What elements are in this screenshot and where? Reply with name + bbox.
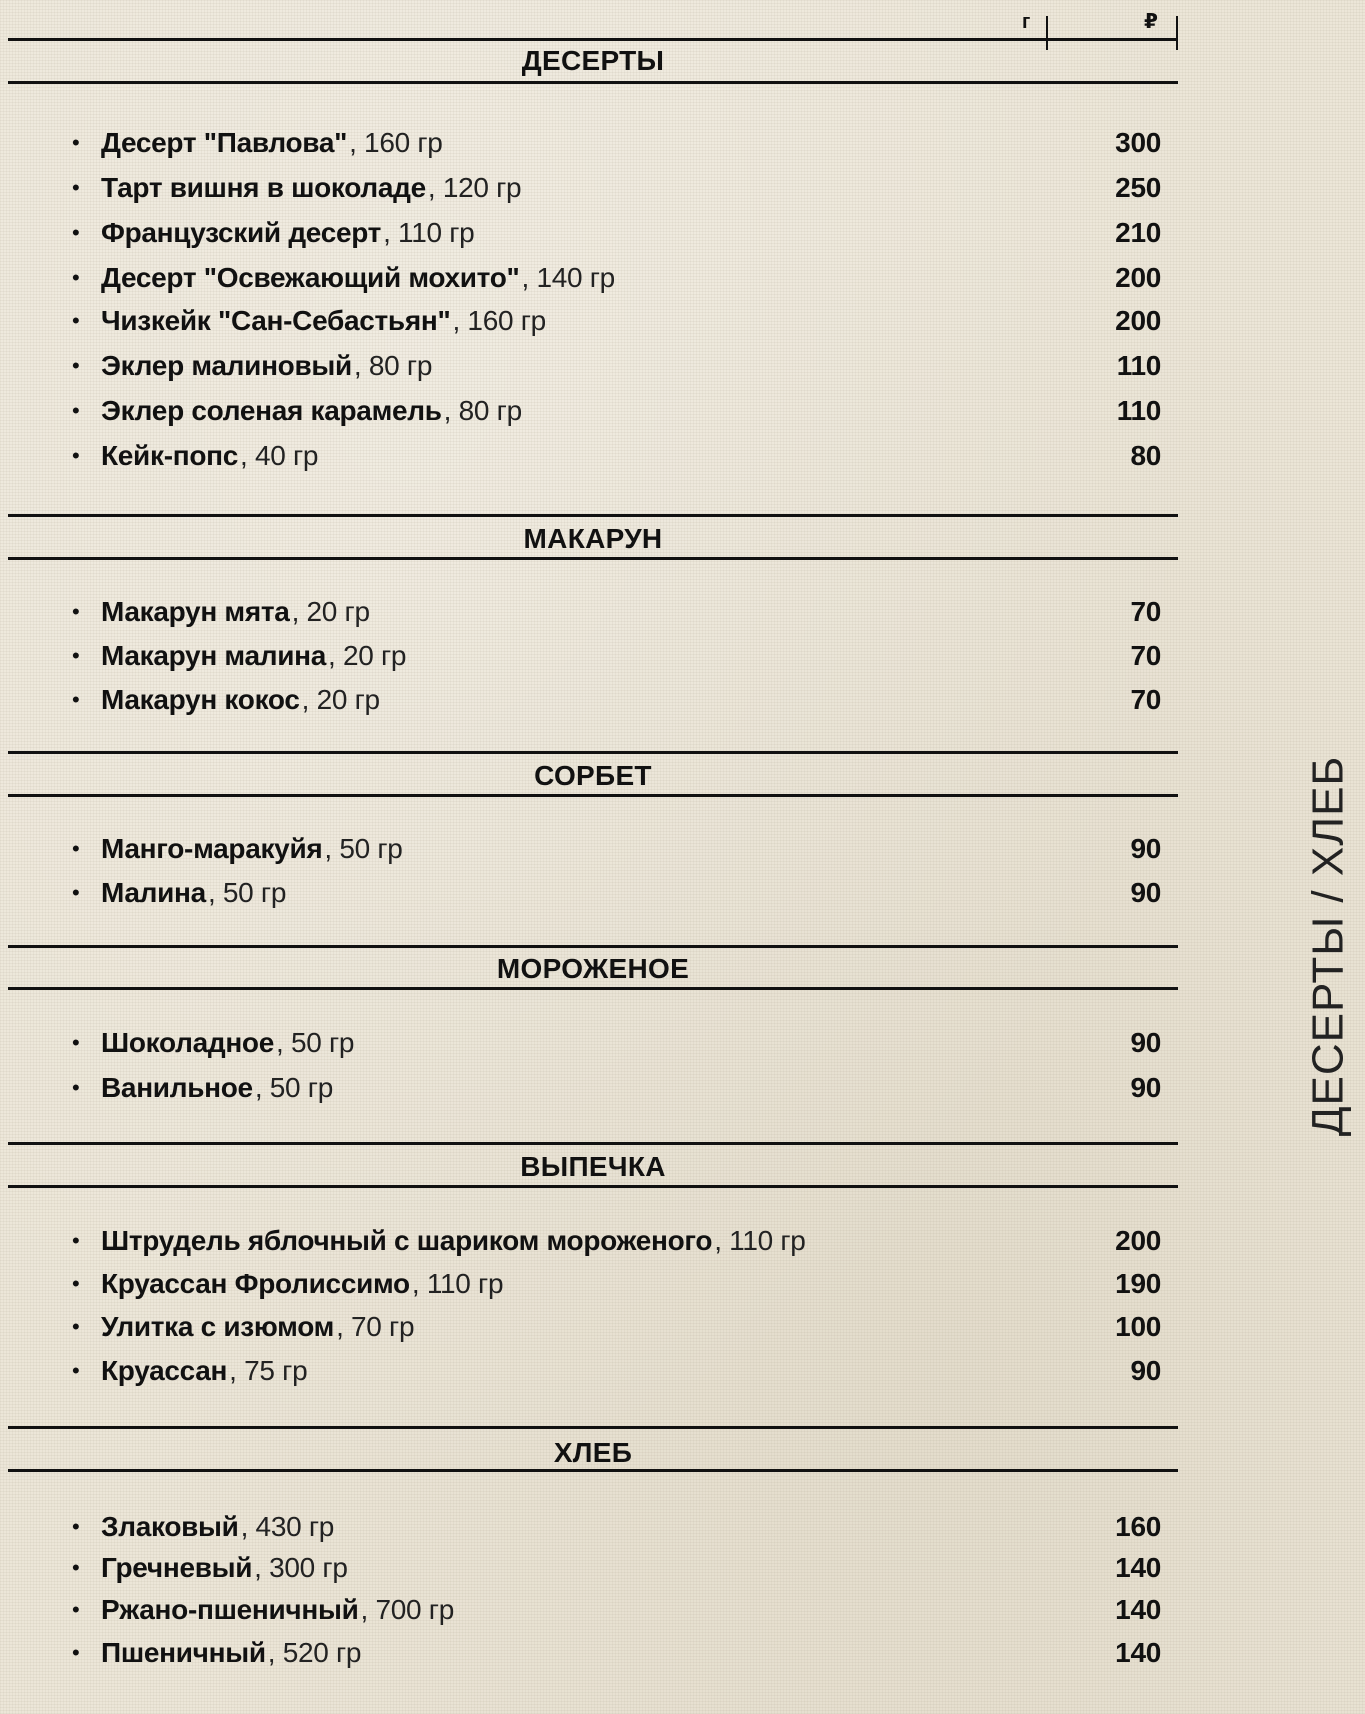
item-weight: , 20 гр: [291, 596, 370, 627]
bullet-icon: •: [72, 643, 80, 668]
menu-item: [60, 169, 1161, 207]
menu-item: [60, 1024, 1161, 1062]
item-weight: , 520 гр: [267, 1637, 362, 1668]
item-price: 210: [1115, 217, 1161, 248]
item-weight: , 300 гр: [254, 1552, 348, 1583]
item-name: Штрудель яблочный с шариком мороженого: [101, 1225, 713, 1256]
item-price: 110: [1116, 395, 1161, 426]
menu-item: [60, 1265, 1161, 1303]
item-price: 190: [1115, 1268, 1161, 1299]
menu-item: [60, 1591, 1161, 1629]
item-name: Шоколадное: [101, 1027, 275, 1058]
item-price: 300: [1115, 127, 1161, 158]
bullet-icon: •: [72, 687, 80, 712]
section-divider-top: [8, 751, 1178, 754]
item-price: 90: [1130, 1072, 1161, 1103]
item-name: Десерт "Освежающий мохито": [101, 262, 520, 293]
bullet-icon: •: [72, 398, 80, 423]
bullet-icon: •: [72, 1271, 80, 1296]
section-title-bread: ХЛЕБ: [553, 1437, 633, 1468]
menu-item: [60, 214, 1161, 252]
item-weight: , 110 гр: [714, 1225, 806, 1256]
item-weight: , 110 гр: [411, 1268, 504, 1299]
section-divider-bottom: [8, 1469, 1178, 1472]
menu-item: [60, 1308, 1161, 1346]
item-price: 160: [1115, 1511, 1161, 1542]
menu-item: [60, 1069, 1161, 1107]
item-name: Пшеничный: [101, 1637, 266, 1668]
bullet-icon: •: [72, 130, 80, 155]
item-weight: , 80 гр: [353, 350, 433, 381]
item-name: Макарун мята: [101, 596, 290, 627]
item-price: 110: [1116, 350, 1161, 381]
item-name: Чизкейк "Сан-Себастьян": [101, 305, 451, 336]
item-weight: , 140 гр: [521, 262, 615, 293]
bullet-icon: •: [72, 353, 80, 378]
bullet-icon: •: [72, 1228, 80, 1253]
item-weight: , 40 гр: [240, 440, 319, 471]
menu-item: [60, 302, 1161, 340]
menu-item: [60, 259, 1161, 297]
bullet-icon: •: [72, 1514, 80, 1539]
item-weight: , 70 гр: [336, 1311, 415, 1342]
menu-item: [60, 1352, 1161, 1390]
item-weight: , 50 гр: [254, 1072, 333, 1103]
bullet-icon: •: [72, 599, 80, 624]
menu-item: [60, 347, 1161, 385]
item-weight: , 430 гр: [240, 1511, 335, 1542]
section-divider-top: [8, 1142, 1178, 1145]
item-price: 200: [1115, 1225, 1161, 1256]
item-name: Малина: [101, 877, 206, 908]
bullet-icon: •: [72, 1030, 80, 1055]
bullet-icon: •: [72, 220, 80, 245]
bullet-icon: •: [72, 265, 80, 290]
section-divider-top: [8, 1426, 1178, 1429]
item-name: Тарт вишня в шоколаде: [101, 172, 426, 203]
section-title-desserts: ДЕСЕРТЫ: [521, 45, 665, 76]
item-name: Десерт "Павлова": [101, 127, 348, 158]
bullet-icon: •: [72, 175, 80, 200]
item-price: 100: [1115, 1311, 1161, 1342]
item-name: Кейк-попс: [101, 440, 239, 471]
menu-item: [60, 681, 1161, 719]
item-name: Круассан: [101, 1355, 228, 1386]
section-title-macarons: МАКАРУН: [523, 523, 663, 554]
bullet-icon: •: [72, 1640, 80, 1665]
menu-item: [60, 1634, 1161, 1672]
item-price: 90: [1130, 1027, 1161, 1058]
section-divider-top: [8, 514, 1178, 517]
item-name: Макарун кокос: [101, 684, 300, 715]
menu-item: [60, 830, 1161, 868]
item-price: 140: [1115, 1637, 1161, 1668]
section-divider-bottom: [8, 987, 1178, 990]
menu-item: [60, 874, 1161, 912]
menu-item: [60, 637, 1161, 675]
item-name: Макарун малина: [101, 640, 327, 671]
section-divider-bottom: [8, 794, 1178, 797]
item-weight: , 120 гр: [427, 172, 522, 203]
item-price: 70: [1130, 596, 1161, 627]
item-weight: , 160 гр: [349, 127, 443, 158]
item-weight: , 50 гр: [276, 1027, 355, 1058]
item-name: Улитка с изюмом: [101, 1311, 335, 1342]
section-title-ice-cream: МОРОЖЕНОЕ: [496, 953, 690, 984]
bullet-icon: •: [72, 308, 80, 333]
item-price: 70: [1130, 684, 1161, 715]
item-name: Эклер соленая карамель: [101, 395, 442, 426]
item-price: 250: [1115, 172, 1161, 203]
section-divider-bottom: [8, 1185, 1178, 1188]
side-category-text: ДЕСЕРТЫ / ХЛЕБ: [1303, 755, 1352, 1137]
bullet-icon: •: [72, 1075, 80, 1100]
item-name: Ванильное: [101, 1072, 253, 1103]
item-price: 140: [1115, 1594, 1161, 1625]
section-divider-bottom: [8, 557, 1178, 560]
item-weight: , 50 гр: [324, 833, 403, 864]
item-weight: , 160 гр: [452, 305, 546, 336]
menu-item: [60, 392, 1161, 430]
bullet-icon: •: [72, 836, 80, 861]
item-name: Манго-маракуйя: [101, 833, 323, 864]
bullet-icon: •: [72, 880, 80, 905]
section-title-pastry: ВЫПЕЧКА: [520, 1151, 666, 1182]
item-name: Французский десерт: [101, 217, 382, 248]
item-price: 90: [1130, 877, 1161, 908]
item-weight: , 20 гр: [301, 684, 380, 715]
item-name: Гречневый: [101, 1552, 253, 1583]
item-weight: , 75 гр: [229, 1355, 308, 1386]
bullet-icon: •: [72, 1555, 80, 1580]
bullet-icon: •: [72, 1314, 80, 1339]
item-name: Ржано-пшеничный: [101, 1594, 359, 1625]
item-name: Злаковый: [101, 1511, 239, 1542]
weight-column-label: г: [1022, 11, 1031, 33]
item-price: 90: [1130, 1355, 1161, 1386]
menu-item: [60, 1549, 1161, 1587]
item-weight: , 110 гр: [383, 217, 475, 248]
item-price: 140: [1115, 1552, 1161, 1583]
item-price: 70: [1130, 640, 1161, 671]
item-price: 80: [1130, 440, 1161, 471]
item-price: 200: [1115, 262, 1161, 293]
item-name: Эклер малиновый: [101, 350, 352, 381]
item-weight: , 50 гр: [207, 877, 287, 908]
item-weight: , 700 гр: [360, 1594, 454, 1625]
section-divider-bottom: [8, 81, 1178, 84]
bullet-icon: •: [72, 1597, 80, 1622]
item-name: Круассан Фролиссимо: [101, 1268, 410, 1299]
menu-item: [60, 593, 1161, 631]
menu-item: [60, 124, 1161, 162]
menu-item: [60, 437, 1161, 475]
section-divider-top: [8, 945, 1178, 948]
item-price: 90: [1130, 833, 1161, 864]
section-title-sorbet: СОРБЕТ: [534, 760, 652, 791]
item-price: 200: [1115, 305, 1161, 336]
bullet-icon: •: [72, 1358, 80, 1383]
bullet-icon: •: [72, 443, 80, 468]
menu-item: [60, 1508, 1161, 1546]
section-divider-top: [8, 38, 1178, 41]
item-weight: , 80 гр: [443, 395, 522, 426]
side-category-label: [1296, 755, 1360, 1137]
menu-item: [60, 1222, 1161, 1260]
item-weight: , 20 гр: [328, 640, 407, 671]
price-column-label: ₽: [1144, 11, 1158, 33]
